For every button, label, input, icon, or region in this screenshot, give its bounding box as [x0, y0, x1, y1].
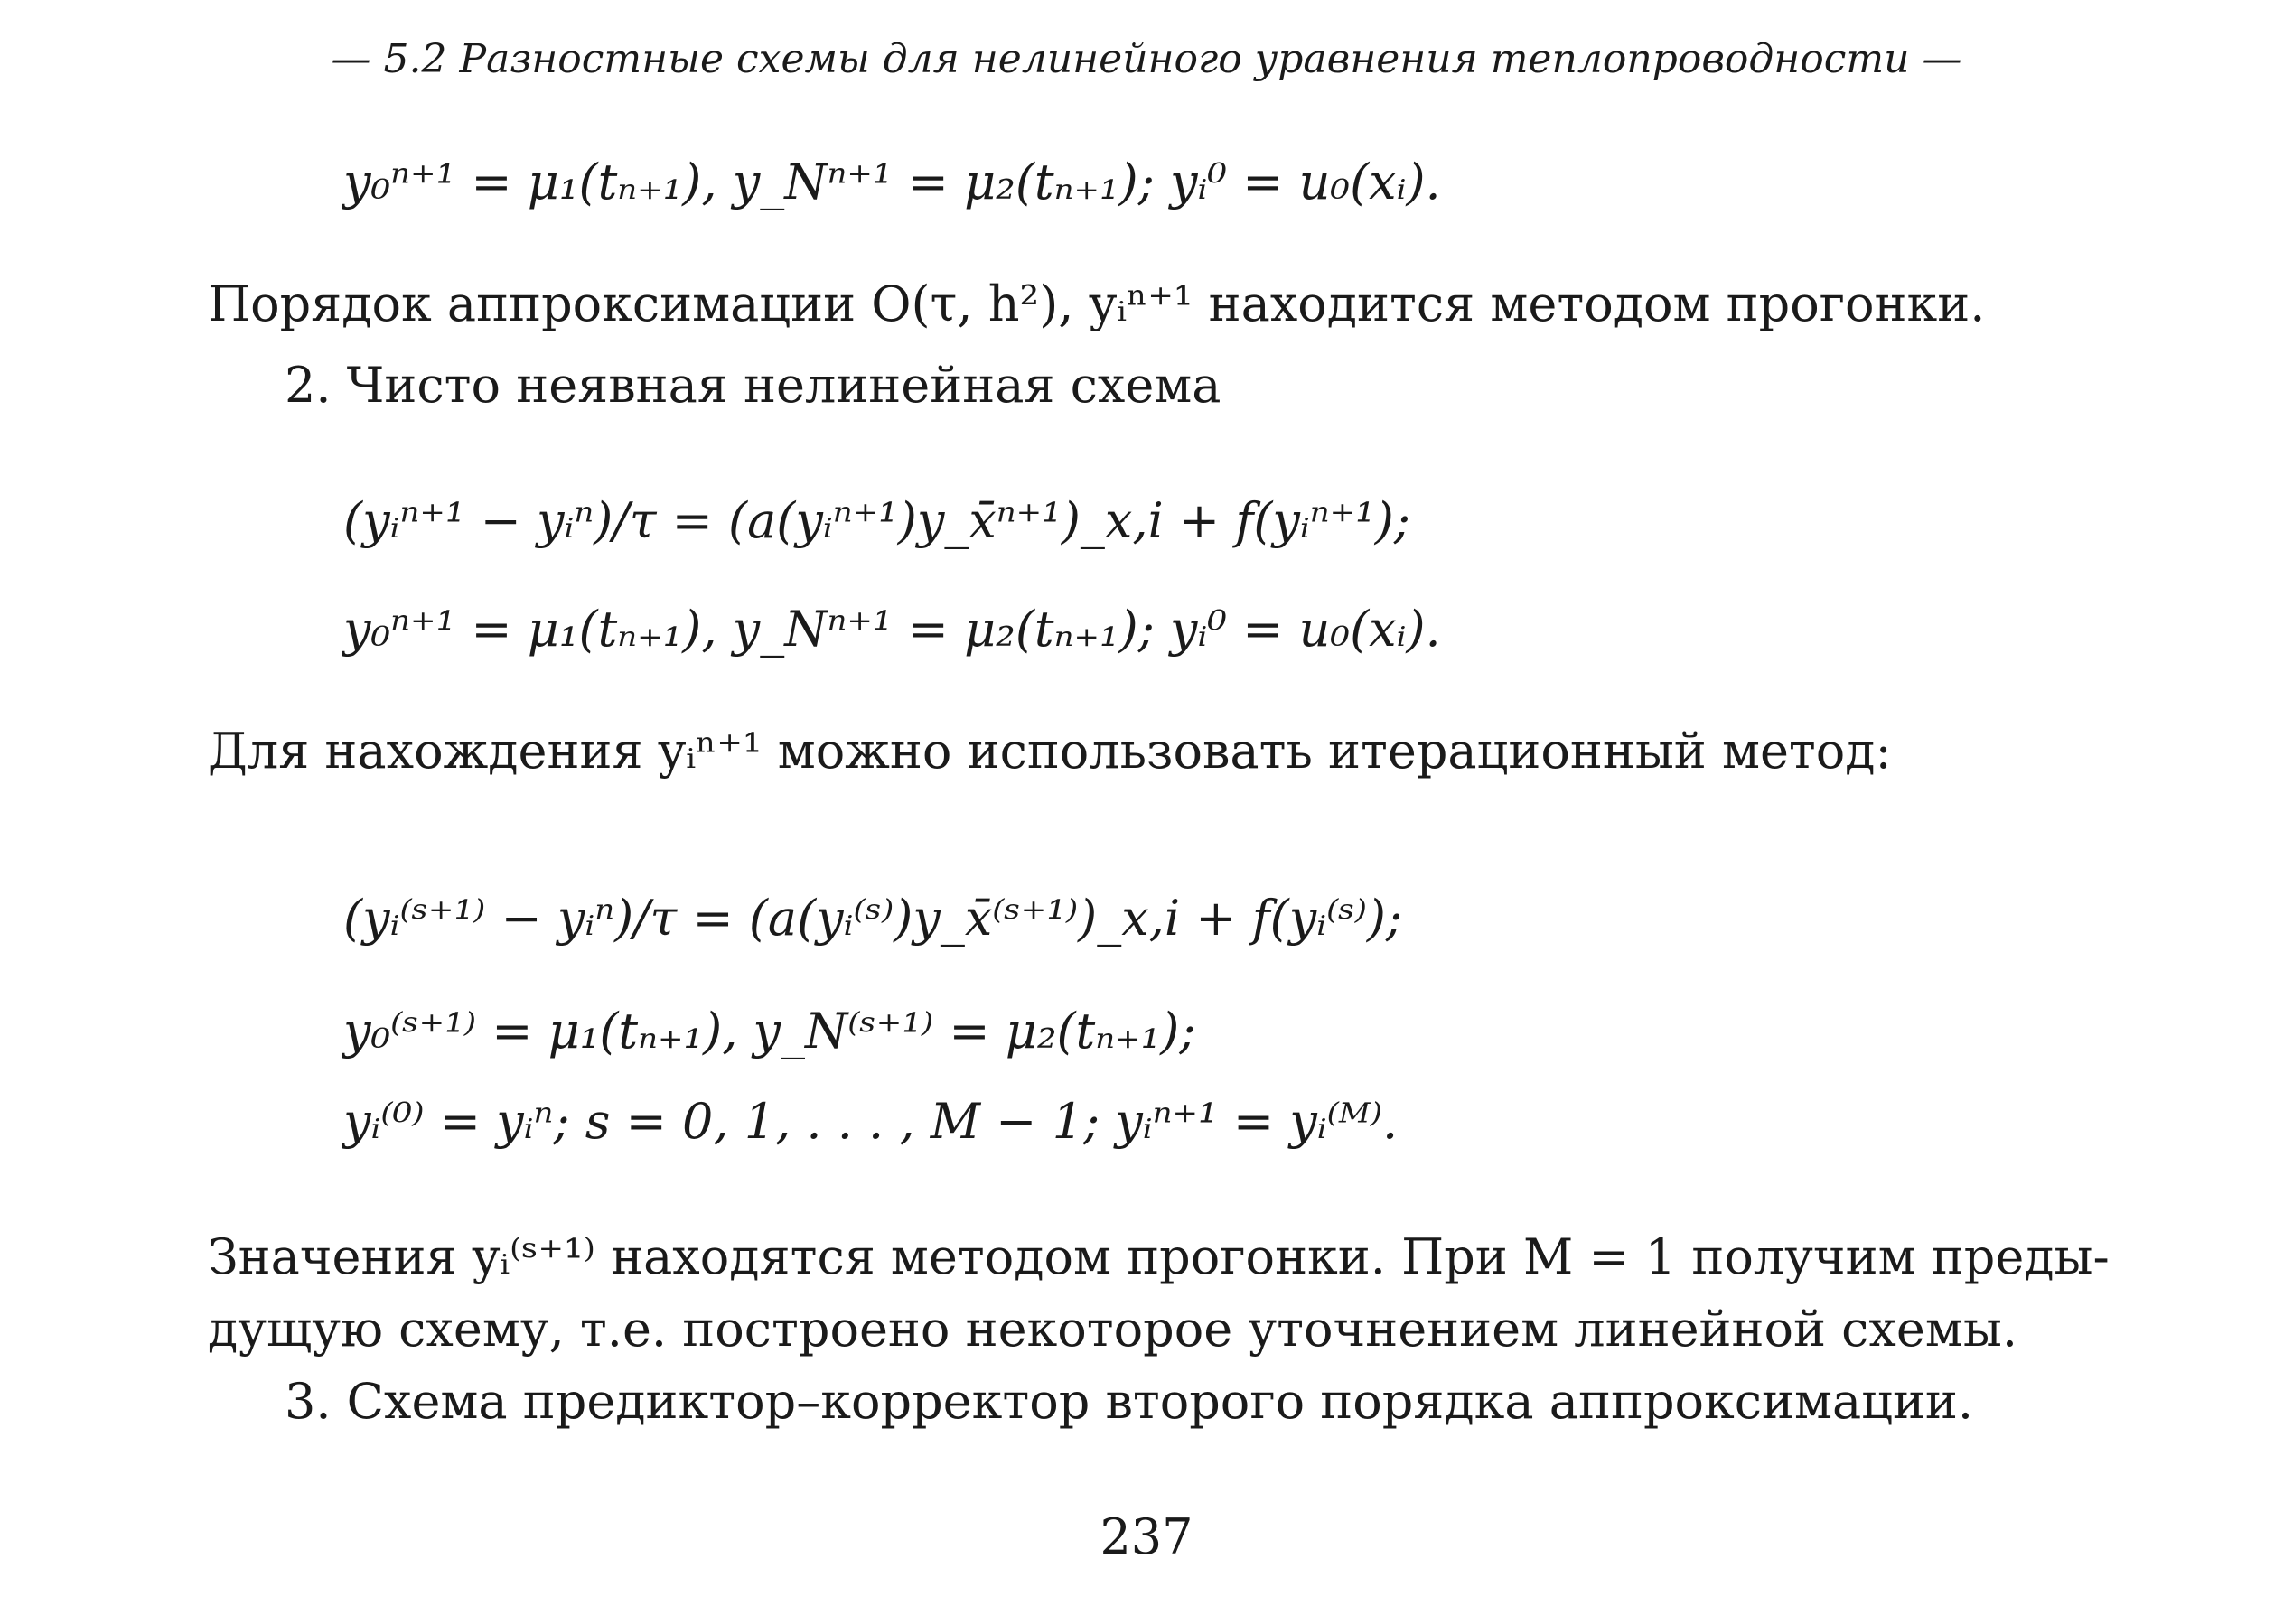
running-header: — 5.2 Разностные схемы для нелинейного уравнения теплопроводности —	[331, 36, 1962, 82]
page-number: 237	[1100, 1508, 1193, 1565]
paragraph-iteration-method: Для нахождения yᵢⁿ⁺¹ можно использовать итерационный метод:	[208, 723, 1892, 779]
paragraph-values-1: Значения yᵢ⁽ˢ⁺¹⁾ находятся методом прогонки. При M = 1 получим преды-	[208, 1228, 2110, 1285]
boundary-conditions-1: y₀ⁿ⁺¹ = μ₁(tₙ₊₁), y_Nⁿ⁺¹ = μ₂(tₙ₊₁); yᵢ⁰ = u₀(xᵢ).	[343, 154, 1441, 210]
section-item-2: 2. Чисто неявная нелинейная схема	[285, 357, 1221, 414]
implicit-scheme-equation: (yᵢⁿ⁺¹ − yᵢⁿ)/τ = (a(yᵢⁿ⁺¹)y_x̄ⁿ⁺¹)_x,i + f(yᵢⁿ⁺¹);	[343, 492, 1411, 549]
boundary-conditions-2: y₀ⁿ⁺¹ = μ₁(tₙ₊₁), y_Nⁿ⁺¹ = μ₂(tₙ₊₁); yᵢ⁰ = u₀(xᵢ).	[343, 601, 1441, 658]
iteration-boundary: y₀⁽ˢ⁺¹⁾ = μ₁(tₙ₊₁), y_N⁽ˢ⁺¹⁾ = μ₂(tₙ₊₁);	[343, 1003, 1196, 1059]
paragraph-values-2: дущую схему, т.е. построено некоторое уточнением линейной схемы.	[208, 1301, 2017, 1358]
iteration-equation: (yᵢ⁽ˢ⁺¹⁾ − yᵢⁿ)/τ = (a(yᵢ⁽ˢ⁾)y_x̄⁽ˢ⁺¹⁾)_x,i + f(yᵢ⁽ˢ⁾);	[343, 890, 1403, 947]
iteration-initial: yᵢ⁽⁰⁾ = yᵢⁿ; s = 0, 1, . . . , M − 1; yᵢⁿ⁺¹ = yᵢ⁽ᴹ⁾.	[343, 1093, 1399, 1150]
paragraph-approximation-order: Порядок аппроксимации O(τ, h²), yᵢⁿ⁺¹ находится методом прогонки.	[208, 275, 1986, 332]
section-item-3: 3. Схема предиктор–корректор второго порядка аппроксимации.	[285, 1373, 1974, 1430]
